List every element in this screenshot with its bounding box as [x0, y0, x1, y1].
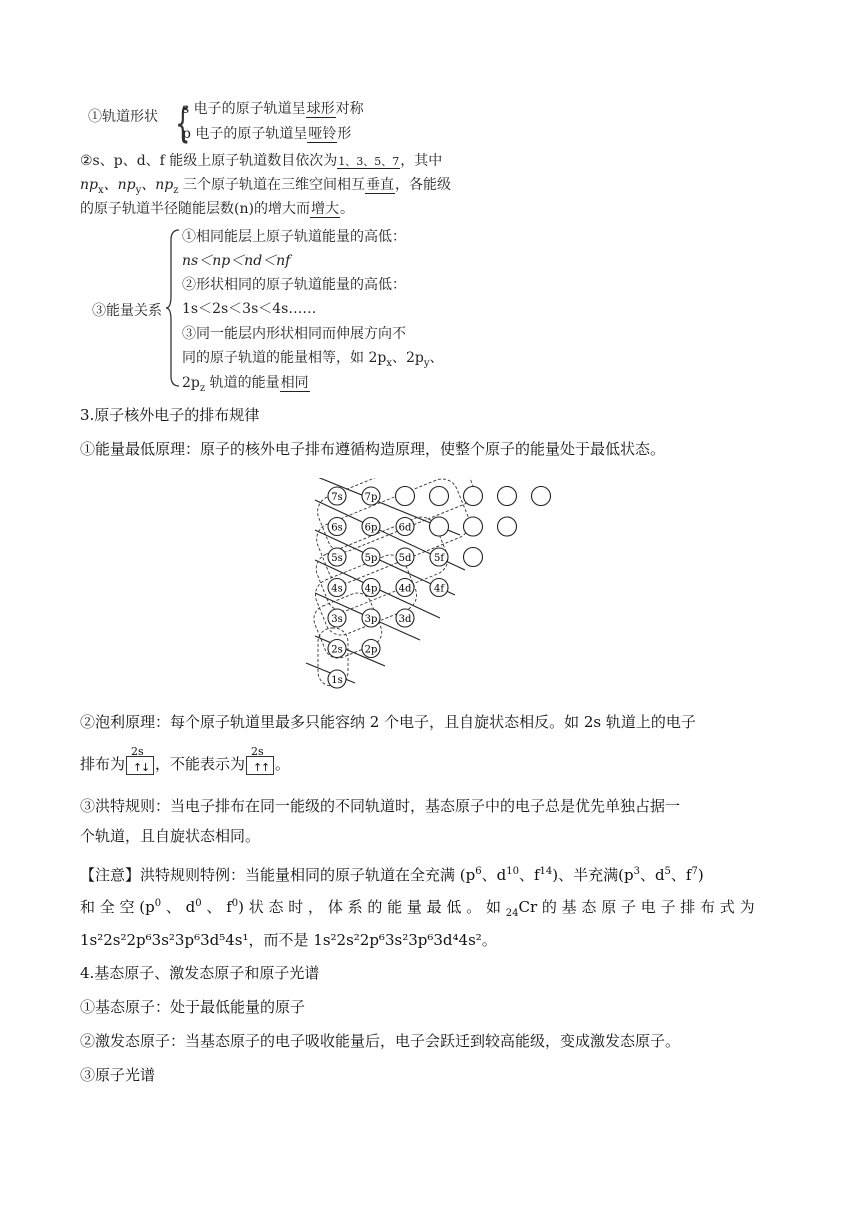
section4-heading: 4.基态原子、激发态原子和原子光谱 [80, 964, 320, 982]
orbital-label-3s: 3s [331, 614, 343, 625]
orbital-label-5d: 5d [398, 553, 412, 564]
orbital-label-7p: 7p [364, 492, 378, 503]
note-line2: 和 全 空 ($p^0$ 、 $d^0$ 、 $f^0$) 状 态 时 ， 体 系 的 能 量 最 低 。 如 $_{24}$Cr 的 基 态 原 子 电 子 排 布 式 为 [80, 898, 755, 919]
empty-orbital [464, 517, 483, 536]
empty-orbital [498, 517, 517, 536]
orbital-label-6s: 6s [331, 522, 343, 534]
energy-rule-3-line1: ③同一能层内形状相同而伸展方向不 [182, 326, 406, 342]
brace-energy [165, 228, 181, 388]
orbital-label-6d: 6d [398, 522, 412, 534]
lowest-energy-principle: ①能量最低原理：原子的核外电子排布遵循构造原理，使整个原子的能量处于最低状态。 [80, 440, 666, 458]
energy-order-2: 1s＜2s＜3s＜4s…… [182, 301, 317, 317]
orbital-label-4s: 4s [331, 583, 343, 595]
note-line3: 1s²2s²2p⁶3s²3p⁶3d⁵4s¹，而不是 1s²2s²2p⁶3s²3p⁶3d⁴4s²。 [80, 931, 497, 949]
orbital-count-line3: 的原子轨道半径随能层数(n)的增大而增大。 [80, 201, 354, 217]
energy-relation-label: ③能量关系 [92, 303, 162, 319]
orbital-box-correct: 2s ↑ ↓ [126, 756, 154, 775]
energy-order-1: ns＜np＜nd＜nf [182, 253, 291, 269]
orbital-count-line1: ②s、p、d、f 能级上原子轨道数目依次为1、3、5、7，其中 [80, 153, 443, 169]
pauli-principle-line2: 排布为 2s ↑ ↓ ，不能表示为 2s ↑ ↑ 。 [80, 744, 291, 774]
empty-orbital [498, 487, 517, 506]
empty-orbital [396, 487, 415, 506]
ground-state-atom: ①基态原子：处于最低能量的原子 [80, 998, 306, 1016]
empty-orbital [430, 517, 449, 536]
orbital-label-3p: 3p [364, 614, 378, 625]
p-orbital-line: p 电子的原子轨道呈哑铃形 [182, 126, 352, 142]
orbital-label-6p: 6p [364, 522, 378, 534]
empty-orbital [464, 487, 483, 506]
orbital-count-line2: $np_x$、$np_y$、$np_z$ 三个原子轨道在三维空间相互垂直，各能级 [80, 177, 451, 196]
brace-shape: { [175, 101, 191, 147]
energy-rule-1: ①相同能层上原子轨道能量的高低： [182, 229, 406, 245]
orbital-label-1s: 1s [331, 675, 343, 686]
orbital-label-3d: 3d [398, 614, 412, 625]
atomic-spectrum: ③原子光谱 [80, 1066, 156, 1084]
orbital-label-4f: 4f [433, 583, 445, 595]
energy-rule-2: ②形状相同的原子轨道能量的高低： [182, 277, 406, 293]
energy-rule-3-line2: 同的原子轨道的能量相等，如 $2p_x$、$2p_y$、 [182, 350, 444, 369]
empty-orbital [430, 487, 449, 506]
orbital-shape-label: ①轨道形状 [88, 109, 158, 125]
excited-state-atom: ②激发态原子：当基态原子的电子吸收能量后，电子会跃迁到较高能级，变成激发态原子。 [80, 1032, 681, 1050]
s-orbital-line: s 电子的原子轨道呈球形对称 [182, 101, 364, 117]
orbital-label-2p: 2p [364, 644, 378, 656]
empty-orbital [532, 487, 551, 506]
orbital-label-4d: 4d [398, 583, 412, 595]
orbital-label-5p: 5p [364, 553, 378, 564]
orbital-label-5f: 5f [433, 553, 445, 564]
section3-heading: 3.原子核外电子的排布规律 [80, 406, 260, 424]
orbital-label-7s: 7s [331, 492, 343, 503]
energy-rule-3-line3: $2p_z$ 轨道的能量相同 [182, 375, 309, 394]
orbital-label-5s: 5s [331, 553, 343, 564]
pauli-principle-line1: ②泡利原理：每个原子轨道里最多只能容纳 2 个电子，且自旋状态相反。如 2s 轨道上的电子 [80, 713, 696, 731]
hund-rule-line2: 个轨道，且自旋状态相同。 [80, 827, 261, 845]
aufbau-diagram [300, 478, 570, 700]
empty-orbital [464, 548, 483, 567]
orbital-label-2s: 2s [331, 644, 343, 656]
hund-rule-line1: ③洪特规则：当电子排布在同一能级的不同轨道时，基态原子中的电子总是优先单独占据一 [80, 797, 681, 815]
orbital-label-4p: 4p [364, 583, 378, 595]
orbital-box-wrong: 2s ↑ ↑ [246, 756, 274, 775]
note-line1: 【注意】洪特规则特例：当能量相同的原子轨道在全充满 ($p^6$、$d^{10}$、$f^{14}$)、半充满($p^3$、$d^5$、$f^7$) [80, 866, 704, 884]
